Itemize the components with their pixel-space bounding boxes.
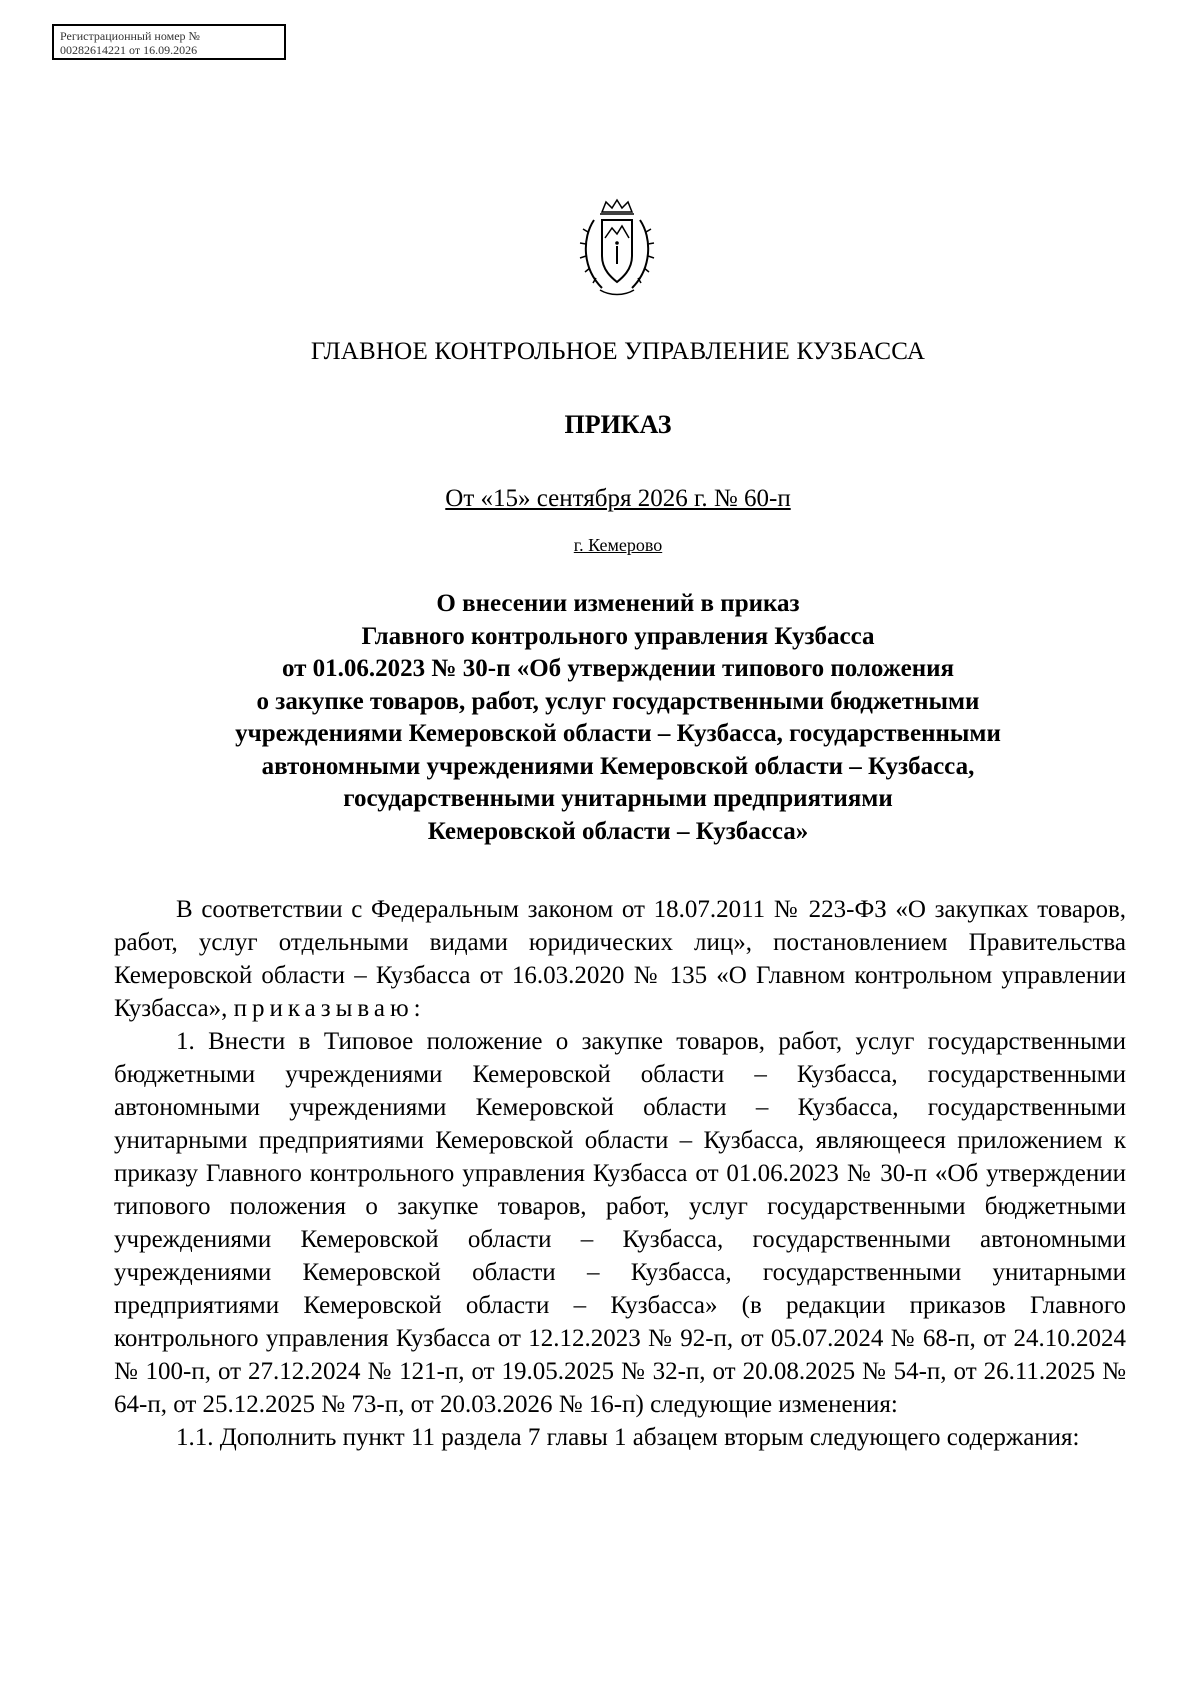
registration-stamp [52,24,286,60]
title-line: Кемеровской области – Кузбасса» [427,817,809,845]
document-city-text: г. Кемерово [573,535,663,555]
registration-line-2: 00282614221 от 16.09.2026 [60,43,198,57]
preamble-text: В соответствии с Федеральным законом от 18.07.2011 № 223-ФЗ «О закупках товаров, работ, услуг отдельными видами юридических лиц», постановлением Правительства Кемеровской области – Кузбасса от 16.03.2020 № 135 «О Главном контрольном управлении Кузбасса», [114,896,1126,1022]
document-city [0,535,1200,556]
title-line: Главного контрольного управления Кузбасса [361,622,875,650]
title-line: государственными унитарными предприятиями [343,785,893,812]
document-title [0,588,1200,848]
kuzbass-coat-of-arms-icon [572,198,662,298]
document-body [114,893,1126,1454]
item-1-paragraph: 1. Внести в Типовое положение о закупке товаров, работ, услуг государственными бюджетными учреждениями Кемеровской области – Кузбасса, государственными автономными учреждениями Кемеровской области – Кузбасса, государственными унитарными предприятиями Кемеровской области – Кузбасса, являющееся приложением к приказу Главного контрольного управления Кузбасса от 01.06.2023 № 30-п «Об утверждении типового положения о закупке товаров, работ, услуг государственными бюджетными учреждениями Кемеровской области – Кузбасса, государственными автономными учреждениями Кемеровской области – Кузбасса, государственными унитарными предприятиями Кемеровской области – Кузбасса» (в редакции приказов Главного контрольного управления Кузбасса от 12.12.2023 № 92-п, от 05.07.2024 № 68-п, от 24.10.2024 № 100-п, от 27.12.2024 № 121-п, от 19.05.2025 № 32-п, от 20.08.2025 № 54-п, от 26.11.2025 № 64-п, от 25.12.2025 № 73-п, от 20.03.2026 № 16-п) следующие изменения: [114,1028,1126,1418]
title-line: учреждениями Кемеровской области – Кузбасса, государственными [235,720,1001,747]
registration-line-1: Регистрационный номер № [60,29,200,43]
item-1-1-paragraph: 1.1. Дополнить пункт 11 раздела 7 главы 1 абзацем вторым следующего содержания: [176,1424,1080,1451]
title-line: автономными учреждениями Кемеровской области – Кузбасса, [261,752,975,780]
document-date-number-text: От «15» сентября 2026 г. № 60-п [445,485,791,512]
title-line: о закупке товаров, работ, услуг государственными бюджетными [256,687,980,715]
preamble-paragraph [114,893,1126,1025]
document-date-number [0,485,1200,513]
order-word: приказываю: [233,995,426,1022]
organization-name: ГЛАВНОЕ КОНТРОЛЬНОЕ УПРАВЛЕНИЕ КУЗБАССА [310,338,926,365]
document-type: ПРИКАЗ [564,410,672,439]
title-line: от 01.06.2023 № 30-п «Об утверждении типового положения [281,655,955,682]
title-line: О внесении изменений в приказ [436,590,800,617]
